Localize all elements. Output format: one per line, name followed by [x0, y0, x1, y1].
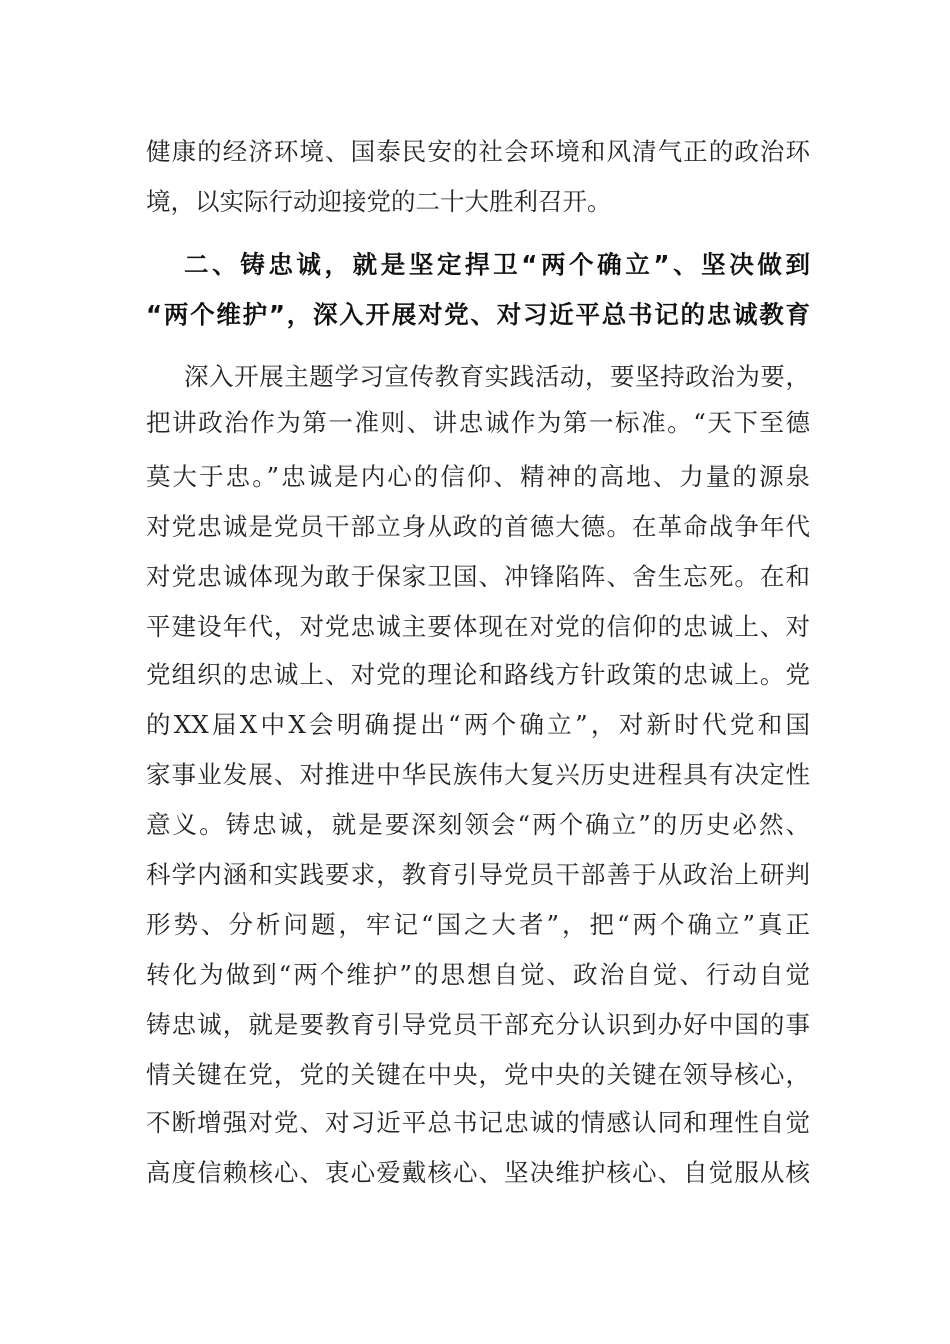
body-line-10: 意义。铸忠诚，就是要深刻领会“两个确立”的历史必然、	[146, 810, 810, 839]
body-line-9: 家事业发展、对推进中华民族伟大复兴历史进程具有决定性	[146, 760, 810, 789]
body-line-13: 转化为做到“两个维护”的思想自觉、政治自觉、行动自觉	[146, 960, 810, 989]
body-line-17: 高度信赖核心、衷心爱戴核心、坚决维护核心、自觉服从核	[146, 1158, 810, 1187]
body-line-14: 铸忠诚，就是要教育引导党员干部充分认识到办好中国的事	[146, 1010, 810, 1039]
body-line-2: 把讲政治作为第一准则、讲忠诚作为第一标准。“天下至德	[146, 408, 810, 437]
section-heading-line-1: 二、铸忠诚，就是坚定捍卫“两个确立”、坚决做到	[184, 250, 810, 279]
body-line-6: 平建设年代，对党忠诚主要体现在对党的信仰的忠诚上、对	[146, 612, 810, 641]
continuation-line-2: 境，以实际行动迎接党的二十大胜利召开。	[146, 187, 612, 216]
body-line-12: 形势、分析问题，牢记“国之大者”，把“两个确立”真正	[146, 910, 810, 939]
body-line-5: 对党忠诚体现为敢于保家卫国、冲锋陷阵、舍生忘死。在和	[146, 562, 810, 591]
body-line-15: 情关键在党，党的关键在中央，党中央的关键在领导核心，	[146, 1060, 810, 1089]
section-heading-line-2: “两个维护”，深入开展对党、对习近平总书记的忠诚教育	[146, 300, 810, 329]
body-line-1: 深入开展主题学习宣传教育实践活动，要坚持政治为要，	[184, 362, 810, 391]
body-line-11: 科学内涵和实践要求，教育引导党员干部善于从政治上研判	[146, 860, 810, 889]
body-line-3: 莫大于忠。”忠诚是内心的信仰、精神的高地、力量的源泉	[146, 462, 810, 491]
continuation-line-1: 健康的经济环境、国泰民安的社会环境和风清气正的政治环	[146, 137, 810, 166]
body-line-16: 不断增强对党、对习近平总书记忠诚的情感认同和理性自觉	[146, 1108, 810, 1137]
body-line-4: 对党忠诚是党员干部立身从政的首德大德。在革命战争年代	[146, 512, 810, 541]
body-line-8: 的XX届X中X会明确提出“两个确立”，对新时代党和国	[146, 710, 810, 739]
body-line-7: 党组织的忠诚上、对党的理论和路线方针政策的忠诚上。党	[146, 660, 810, 689]
